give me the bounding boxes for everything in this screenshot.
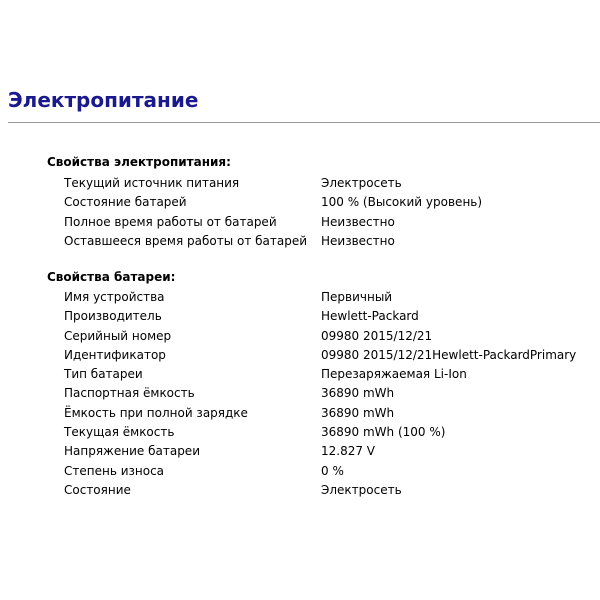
battery-properties-heading: Свойства батареи:	[47, 270, 176, 284]
table-row	[64, 193, 482, 212]
table-row	[64, 346, 576, 365]
property-name: Тип батареи	[64, 367, 143, 382]
power-properties-heading: Свойства электропитания:	[47, 155, 231, 169]
property-value: Первичный	[321, 290, 393, 304]
table-row	[64, 232, 482, 251]
table-row	[64, 384, 576, 403]
table-row	[64, 481, 576, 500]
table-row	[64, 442, 576, 461]
table-row	[64, 327, 576, 346]
table-row	[64, 365, 576, 384]
table-row	[64, 462, 576, 481]
property-value: 12.827 V	[321, 444, 376, 459]
property-name: Состояние батарей	[64, 195, 187, 210]
property-name: Полное время работы от батарей	[64, 214, 277, 229]
property-name: Серийный номер	[64, 328, 172, 343]
property-name: Напряжение батареи	[64, 444, 200, 459]
property-value: 36890 mWh (100 %)	[321, 425, 446, 440]
power-properties-table	[64, 174, 482, 251]
property-value: 09980 2015/12/21Hewlett-PackardPrimary	[321, 347, 577, 362]
property-value: 0 %	[321, 463, 344, 478]
property-value: Неизвестно	[321, 214, 395, 229]
property-name: Текущая ёмкость	[64, 425, 175, 440]
property-name: Ёмкость при полной зарядке	[64, 405, 248, 420]
property-name: Имя устройства	[64, 290, 165, 304]
battery-properties-table	[64, 288, 576, 500]
table-row	[64, 174, 482, 193]
table-row	[64, 307, 576, 326]
property-value: Неизвестно	[321, 233, 395, 248]
property-name: Оставшееся время работы от батарей	[64, 233, 308, 248]
property-value: Hewlett-Packard	[321, 309, 419, 324]
table-row	[64, 213, 482, 232]
property-value: 09980 2015/12/21	[321, 328, 433, 343]
property-value: 36890 mWh	[321, 405, 395, 420]
table-row	[64, 423, 576, 442]
property-name: Текущий источник питания	[64, 176, 240, 190]
property-value: Электросеть	[321, 176, 402, 190]
property-name: Производитель	[64, 309, 162, 324]
property-name: Состояние	[64, 482, 131, 497]
page-title: Электропитание	[8, 88, 199, 112]
title-divider	[8, 122, 600, 123]
property-value: 36890 mWh	[321, 386, 395, 401]
property-value: Электросеть	[321, 482, 402, 497]
table-row	[64, 404, 576, 423]
table-row	[64, 288, 576, 307]
property-name: Степень износа	[64, 463, 165, 478]
property-value: Перезаряжаемая Li-Ion	[321, 367, 467, 382]
property-name: Идентификатор	[64, 347, 166, 362]
property-value: 100 % (Высокий уровень)	[321, 195, 483, 210]
property-name: Паспортная ёмкость	[64, 386, 195, 401]
